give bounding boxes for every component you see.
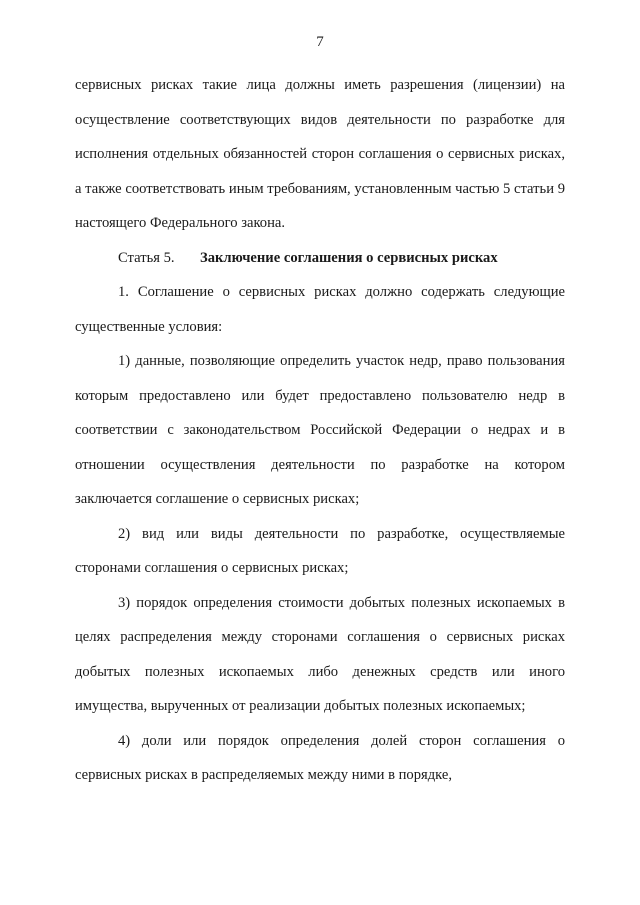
- list-item-1: 1) данные, позволяющие определить участок недр, право пользования которым предоставлено или будет предоставлено пользователю недр в соответствии с законодательством Российской Федерации о недрах и в отношении осуществления деятельности по разработке на котором заключается соглашение о сервисных рисках;: [75, 353, 565, 507]
- document-body: [75, 68, 565, 793]
- article-title: Заключение соглашения о сервисных рисках: [200, 249, 498, 266]
- article-number: Статья 5.: [118, 249, 175, 266]
- paragraph-clause-1: 1. Соглашение о сервисных рисках должно содержать следующие существенные условия:: [75, 284, 565, 335]
- list-item-4: 4) доли или порядок определения долей сторон соглашения о сервисных рисках в распределяемых между ними в порядке,: [75, 732, 565, 783]
- page-number: 7: [316, 34, 324, 50]
- list-item-3: 3) порядок определения стоимости добытых полезных ископаемых в целях распределения между сторонами соглашения о сервисных рисках добытых полезных ископаемых либо денежных средств или иного имущества, вырученных от реализации добытых полезных ископаемых;: [75, 594, 565, 714]
- list-item-2: 2) вид или виды деятельности по разработке, осуществляемые сторонами соглашения о сервисных рисках;: [75, 525, 565, 576]
- paragraph-continuation: сервисных рисках такие лица должны иметь разрешения (лицензии) на осуществление соответствующих видов деятельности по разработке для исполнения отдельных обязанностей сторон соглашения о сервисных рисках, а также соответствовать иным требованиям, установленным частью 5 статьи 9 настоящего Федерального закона.: [75, 77, 565, 231]
- article-heading: [75, 241, 565, 276]
